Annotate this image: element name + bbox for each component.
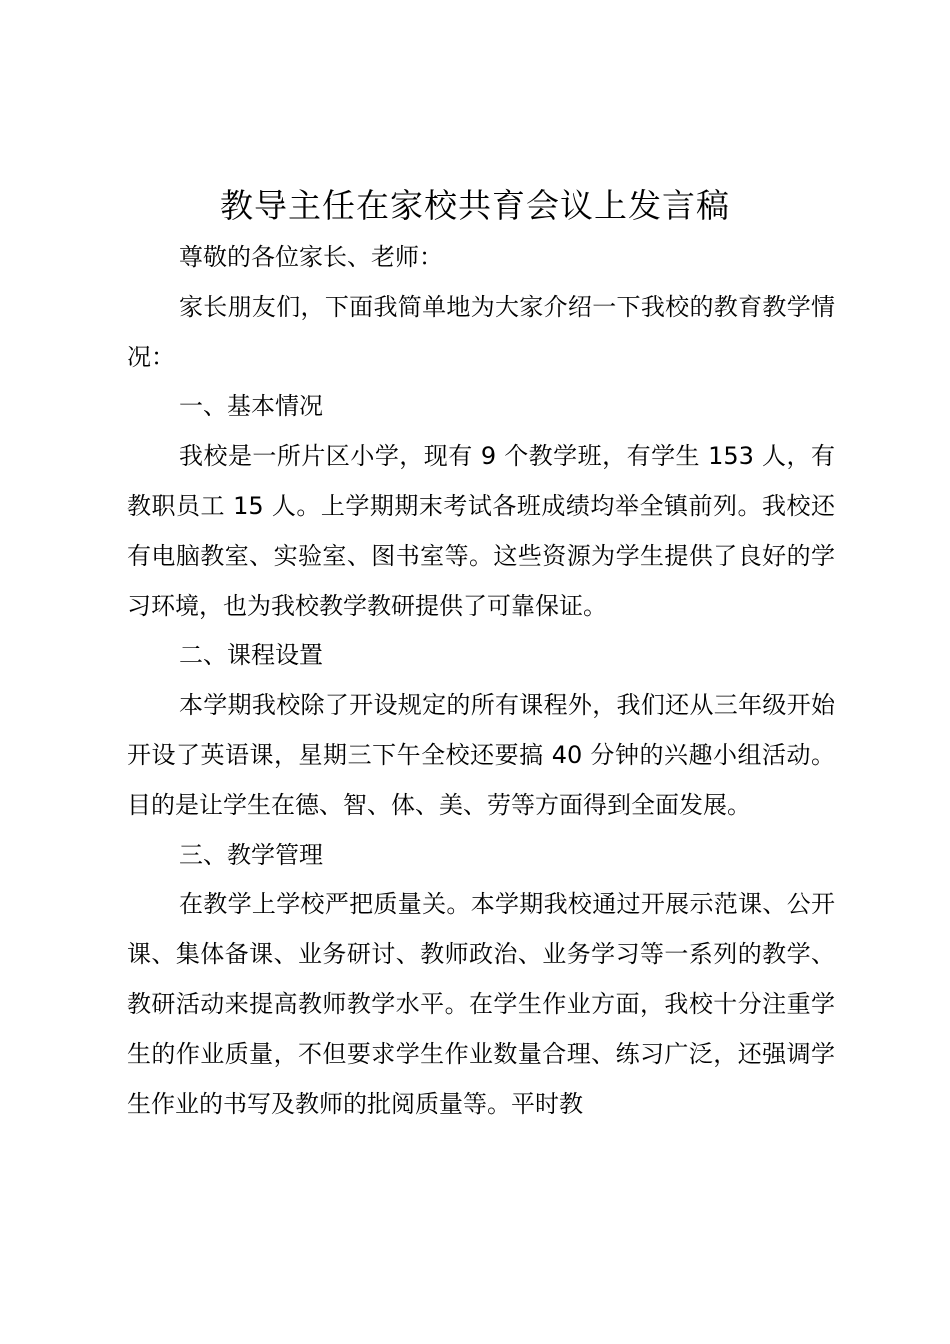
management-paragraph: 在教学上学校严把质量关。本学期我校通过开展示范课、公开课、集体备课、业务研讨、教师政治、业务学习等一系列的教学、教研活动来提高教师教学水平。在学生作业方面，我校十分注重学生的作业质量，不但要求学生作业数量合理、练习广泛，还强调学生作业的书写及教师的批阅质量等。平时教 [127,890,835,1118]
section-heading-curriculum: 二、课程设置 [179,641,323,670]
section-heading-basic: 一、基本情况 [179,392,323,421]
document-title: 教导主任在家校共育会议上发言稿 [220,186,730,225]
intro-paragraph: 家长朋友们，下面我简单地为大家介绍一下我校的教育教学情况： [127,292,835,371]
section-heading-management: 三、教学管理 [179,840,323,869]
salutation-paragraph: 尊敬的各位家长、老师： [179,243,443,271]
basic-info-paragraph: 我校是一所片区小学，现有 9 个教学班，有学生 153 人，有教职员工 15 人。上学期期末考试各班成绩均举全镇前列。我校还有电脑教室、实验室、图书室等。这些资源为学生提供了良好的学习环境，也为我校教学教研提供了可靠保证。 [127,442,835,620]
document-body [127,233,835,1129]
curriculum-paragraph: 本学期我校除了开设规定的所有课程外，我们还从三年级开始开设了英语课，星期三下午全校还要搞 40 分钟的兴趣小组活动。目的是让学生在德、智、体、美、劳等方面得到全面发展。 [127,691,835,819]
